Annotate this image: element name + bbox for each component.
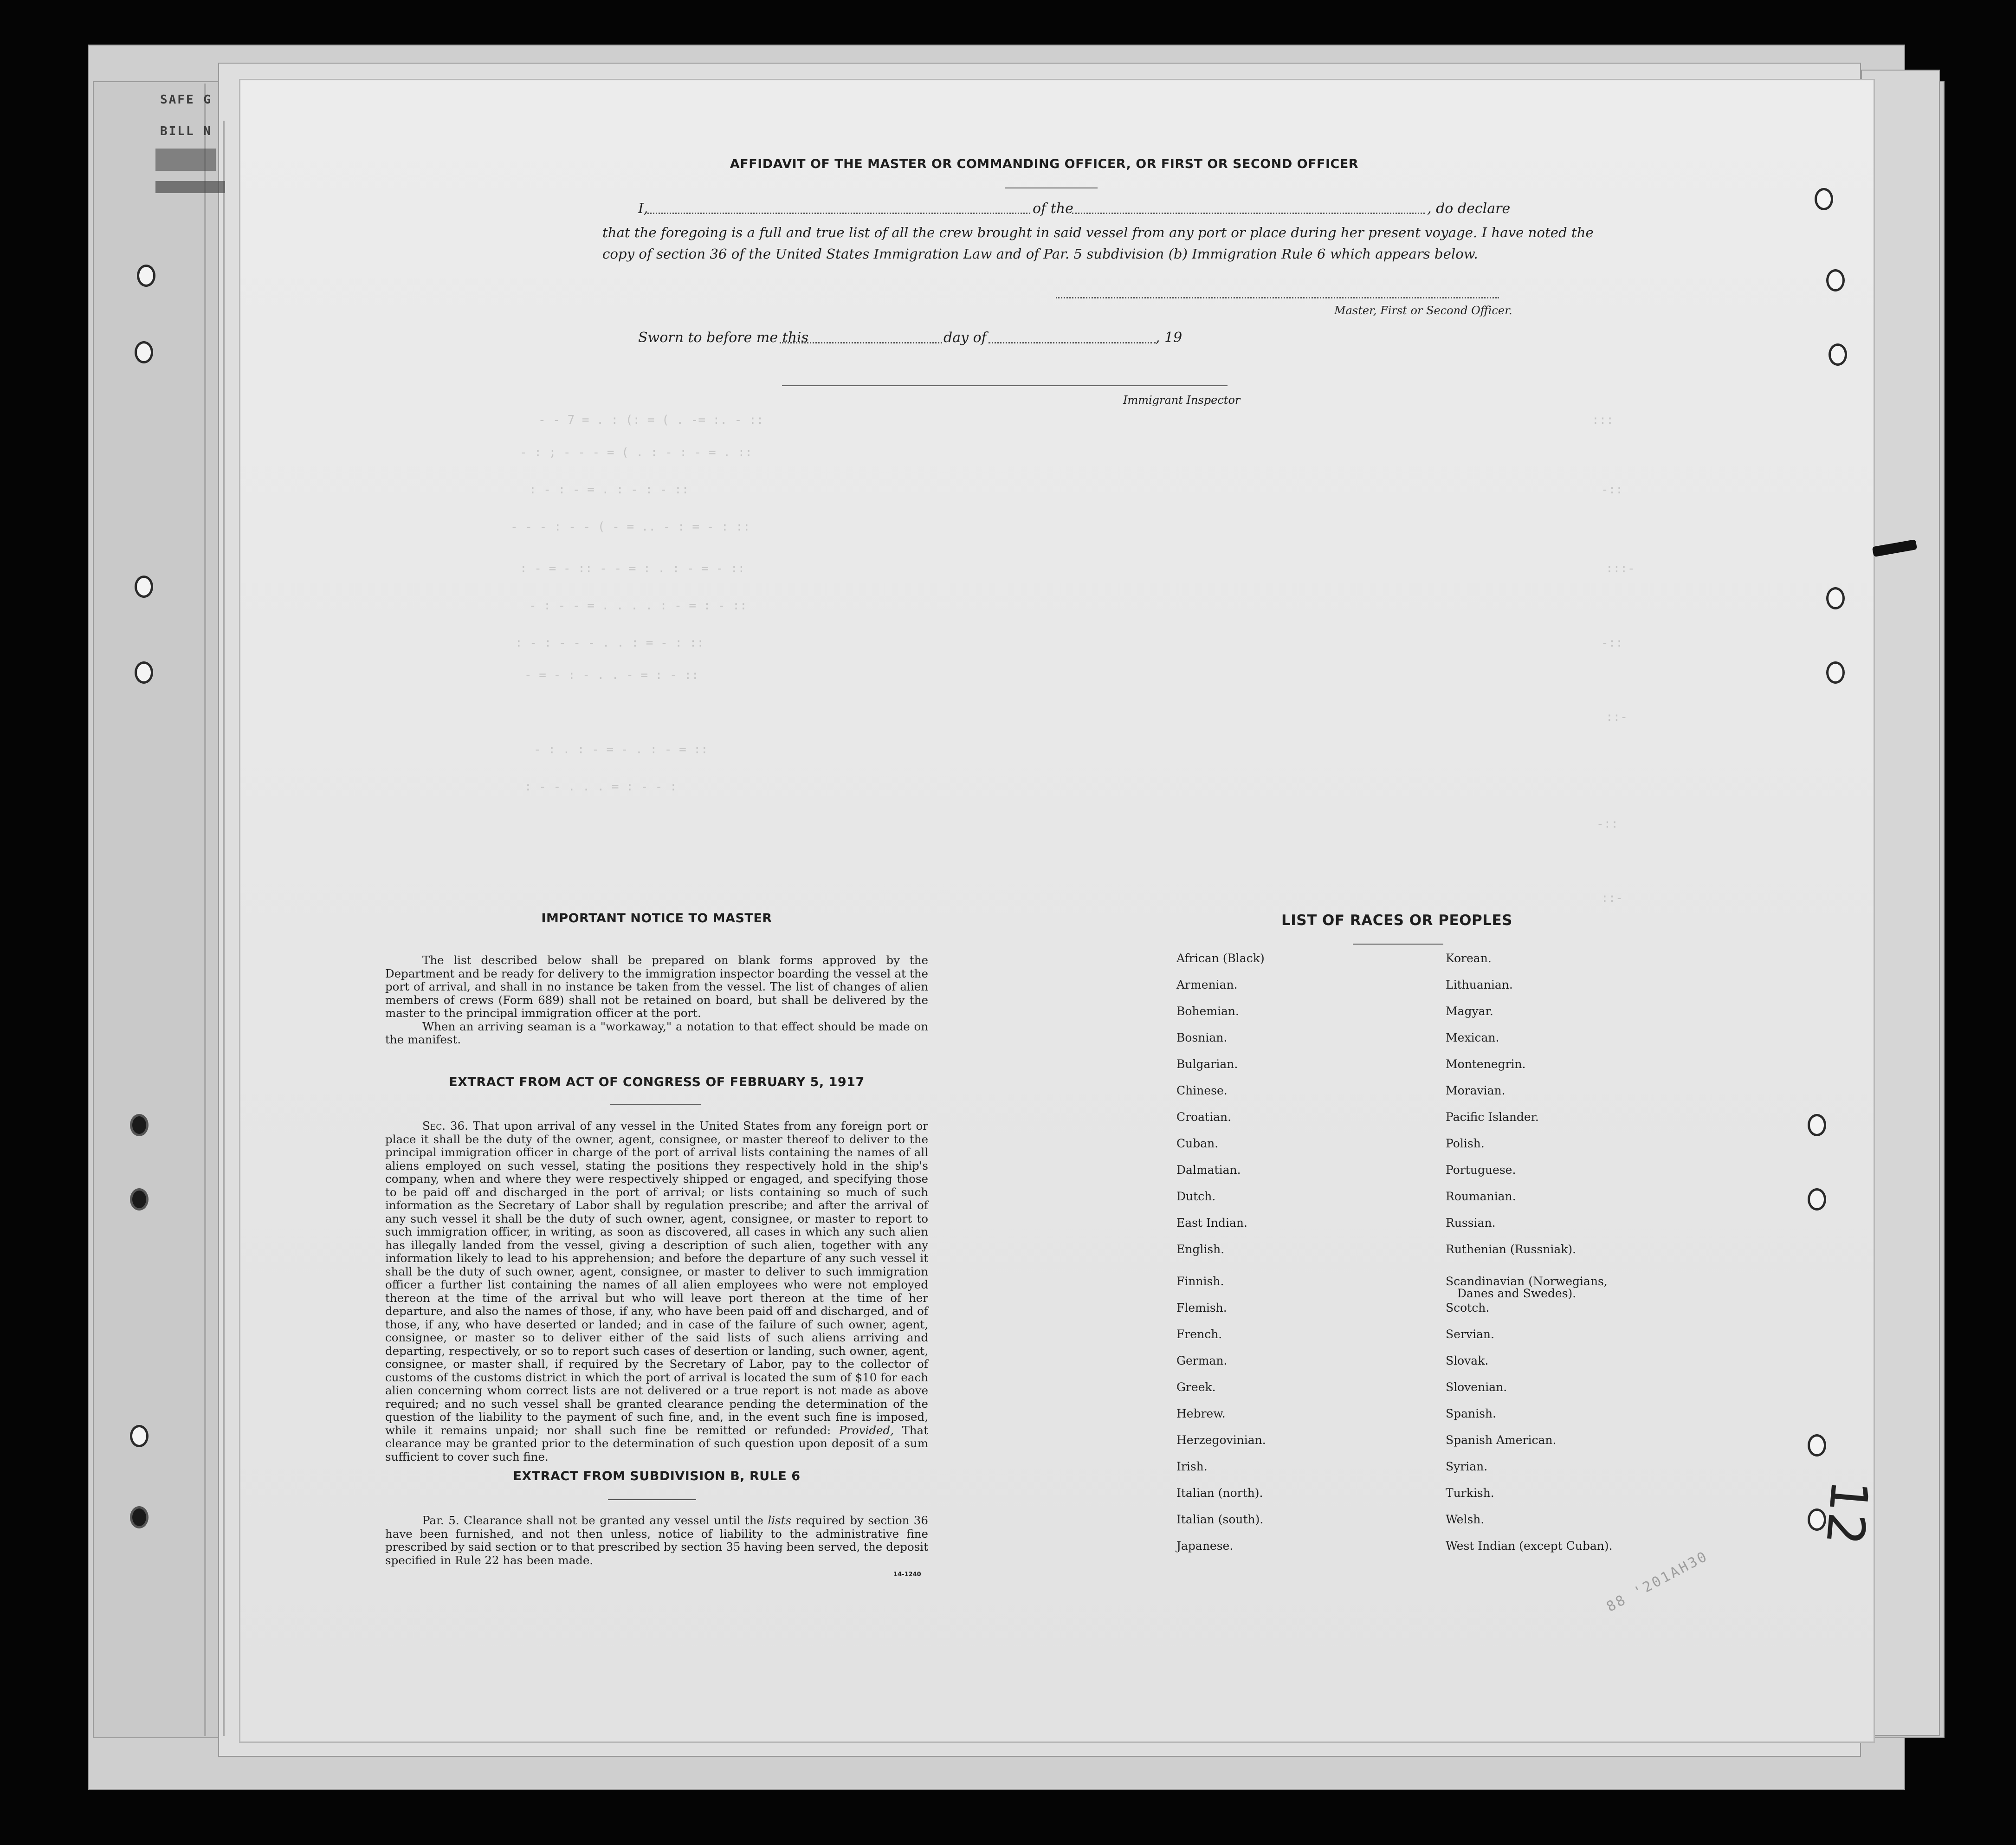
race-item: Herzegovinian. bbox=[1176, 1433, 1266, 1447]
bleed-through: - - 7 = . : (: = ( . -= :. - :: bbox=[538, 413, 764, 427]
race-item: Polish. bbox=[1446, 1137, 1485, 1150]
bleed-through: : - = - :: - - = : . : - = - :: bbox=[520, 562, 745, 576]
race-item: Korean. bbox=[1446, 952, 1492, 965]
bleed-through: ::: bbox=[1592, 413, 1614, 427]
race-item: Armenian. bbox=[1176, 978, 1238, 991]
punch-hole bbox=[130, 1188, 149, 1211]
bleed-through: -:: bbox=[1601, 636, 1623, 650]
extract-act-text bbox=[385, 1120, 928, 1463]
corner-stamp-line2: BILL N bbox=[160, 124, 212, 138]
race-item: Dalmatian. bbox=[1176, 1163, 1241, 1177]
bleed-through: -:: bbox=[1601, 483, 1623, 497]
race-item: Croatian. bbox=[1176, 1110, 1232, 1124]
affidavit-title: AFFIDAVIT OF THE MASTER OR COMMANDING OFFICER, OR FIRST OR SECOND OFFICER bbox=[730, 157, 1359, 171]
punch-hole bbox=[1808, 1188, 1826, 1211]
bleed-through: - : - - = . . . . : - = : - :: bbox=[529, 599, 747, 613]
bleed-through: ::- bbox=[1606, 710, 1628, 724]
section-label: Sec. 36. bbox=[422, 1119, 468, 1133]
bleed-through: - - - : - - ( - = .. - : = - : :: bbox=[510, 520, 750, 534]
race-item: Welsh. bbox=[1446, 1513, 1485, 1526]
rule-text-pre: Par. 5. Clearance shall not be granted any vessel until the bbox=[422, 1514, 763, 1527]
stamp-smudge bbox=[155, 181, 225, 193]
bleed-through: : - - . . . = : - - : bbox=[524, 780, 677, 794]
punch-hole bbox=[1826, 269, 1845, 291]
punch-hole bbox=[1829, 343, 1847, 366]
punch-hole bbox=[1808, 1114, 1826, 1136]
signer-caption: Master, First or Second Officer. bbox=[1334, 304, 1512, 317]
race-item: Italian (north). bbox=[1176, 1486, 1263, 1500]
punch-hole bbox=[130, 1506, 149, 1528]
section-36-text: That upon arrival of any vessel in the United States from any foreign port or place it shall be the duty of the owner, agent, consignee, or master thereof to deliver to the principal immigration officer in charge of the port of arrival lists containing the names of all aliens employed on such vessel, stating the positions they respectively hold in the ship's company, when and where they were respectively shipped or engaged, and specifying those to be paid off and discharged in the port of arrival; or lists containing so much of such information as the Secretary of Labor shall by regulation prescribe; and after the arrival of any such vessel it shall be the duty of such owner, agent, consignee, or master to report to such immigration officer, in writing, as soon as discovered, all cases in which any such alien has illegally landed from the vessel, giving a description of such alien, together with any information likely to lead to his apprehension; and before the departure of any such vessel it shall be the duty of such owner, agent, consignee, or master to deliver to such immigration officer a further list containing the names of all alien employees who were not employed thereon at the time of the arrival but who will leave port thereon at the time of her departure, and also the names of those, if any, who have been paid off and discharged, and of those, if any, who have deserted or landed; and in case of the failure of such owner, agent, consignee, or master so to deliver either of the said lists of such aliens arriving and departing, respectively, or so to report such cases of desertion or landing, such owner, agent, consignee, or master shall, if required by the Secretary of Labor, pay to the collector of customs of the customs district in which the port of arrival is located the sum of $10 for each alien concerning whom correct lists are not delivered or a true report is not made as above required; and no such vessel shall be granted clearance pending the determination of the question of the liability to the payment of such fine, and, in the event such fine is imposed, while it remains unpaid; nor shall such fine be remitted or refunded: bbox=[385, 1119, 928, 1437]
race-item: Syrian. bbox=[1446, 1460, 1488, 1473]
bleed-through: - = - : - . . - = : - :: bbox=[524, 668, 699, 682]
race-item: Portuguese. bbox=[1446, 1163, 1516, 1177]
bleed-through: ::- bbox=[1601, 891, 1623, 905]
races-title: LIST OF RACES OR PEOPLES bbox=[1281, 912, 1513, 929]
race-item: Finnish. bbox=[1176, 1275, 1224, 1288]
lists-term: lists bbox=[768, 1514, 792, 1527]
form-number: 14-1240 bbox=[893, 1571, 921, 1578]
race-item: Cuban. bbox=[1176, 1137, 1219, 1150]
inspector-caption: Immigrant Inspector bbox=[1123, 394, 1241, 407]
affidavit-of-the: of the bbox=[1033, 201, 1073, 217]
race-item: Russian. bbox=[1446, 1216, 1496, 1230]
punch-hole bbox=[1826, 661, 1845, 684]
affidavit-line2: that the foregoing is a full and true list of all the crew brought in said vessel from any port or place during her present voyage. I have noted the bbox=[602, 225, 1594, 240]
divider bbox=[610, 1104, 701, 1105]
race-item: Bulgarian. bbox=[1176, 1057, 1238, 1071]
affidavit-i: I, bbox=[638, 201, 648, 217]
bleed-through: - : ; - - - = ( . : - : - = . :: bbox=[520, 446, 752, 460]
sheet-edge bbox=[204, 84, 206, 1736]
bleed-through: : - : - = . : - : - :: bbox=[529, 483, 689, 497]
year-label: , 19 bbox=[1156, 330, 1182, 346]
race-item: Japanese. bbox=[1176, 1539, 1234, 1553]
provided-term: Provided, bbox=[839, 1423, 894, 1437]
affidavit-declare: , do declare bbox=[1427, 201, 1511, 217]
race-item: Ruthenian (Russniak). bbox=[1446, 1243, 1577, 1256]
month-field[interactable] bbox=[989, 342, 1156, 343]
punch-hole bbox=[135, 661, 153, 684]
section-36-tail: That clearance may be granted prior to the determination of such question upon deposit of a sum sufficient to cover such fine. bbox=[385, 1423, 928, 1463]
race-item: French. bbox=[1176, 1327, 1222, 1341]
side-stamp: 88 '201AH30 bbox=[1603, 1548, 1711, 1615]
race-item: Mexican. bbox=[1446, 1031, 1499, 1044]
punch-hole bbox=[137, 265, 155, 287]
race-item: West Indian (except Cuban). bbox=[1446, 1539, 1613, 1553]
sworn-label: Sworn to before me this bbox=[638, 330, 809, 346]
punch-hole bbox=[1826, 587, 1845, 609]
race-item: Slovenian. bbox=[1446, 1380, 1507, 1394]
race-item: Dutch. bbox=[1176, 1190, 1216, 1203]
race-item: Spanish American. bbox=[1446, 1433, 1557, 1447]
race-item: Italian (south). bbox=[1176, 1513, 1264, 1526]
race-item: Irish. bbox=[1176, 1460, 1208, 1473]
bleed-through: : - : - - - . . : = - : :: bbox=[515, 636, 704, 650]
race-item: Moravian. bbox=[1446, 1084, 1506, 1097]
bleed-through: - : . : - = - . : - = :: bbox=[534, 743, 708, 757]
race-item: Scotch. bbox=[1446, 1301, 1490, 1314]
race-item: African (Black) bbox=[1176, 952, 1265, 965]
extract-act-title: EXTRACT FROM ACT OF CONGRESS OF FEBRUARY 5, 1917 bbox=[449, 1075, 865, 1089]
race-item: Hebrew. bbox=[1176, 1407, 1226, 1420]
notice-paragraph: When an arriving seaman is a "workaway," a notation to that effect should be made on the manifest. bbox=[385, 1019, 928, 1046]
race-item: English. bbox=[1176, 1243, 1225, 1256]
punch-hole bbox=[130, 1425, 149, 1447]
punch-hole bbox=[1808, 1434, 1826, 1457]
stamp-smudge bbox=[155, 149, 216, 171]
name-field[interactable] bbox=[647, 213, 1030, 214]
race-item: Chinese. bbox=[1176, 1084, 1228, 1097]
bleed-through: -:: bbox=[1596, 817, 1618, 831]
race-item: Roumanian. bbox=[1446, 1190, 1516, 1203]
notice-paragraph: The list described below shall be prepared on blank forms approved by the Department and be ready for delivery to the immigration inspector boarding the vessel at the port of arrival, and shall in no instance be taken from the vessel. The list of changes of alien members of crews (Form 689) shall not be retained on board, but shall be delivered by the master to the principal immigration officer at the port. bbox=[385, 953, 928, 1020]
sheet-edge bbox=[223, 121, 225, 1736]
handwritten-page-number: 12 bbox=[1815, 1477, 1880, 1548]
race-item: Danes and Swedes). bbox=[1457, 1287, 1577, 1300]
race-item: Servian. bbox=[1446, 1327, 1494, 1341]
inspector-signature-line[interactable] bbox=[782, 385, 1228, 386]
extract-rule-text bbox=[385, 1514, 928, 1567]
race-item: Greek. bbox=[1176, 1380, 1216, 1394]
divider bbox=[608, 1499, 696, 1500]
punch-hole bbox=[135, 576, 153, 598]
race-item: Bohemian. bbox=[1176, 1004, 1239, 1018]
vessel-field[interactable] bbox=[1072, 213, 1425, 214]
divider bbox=[1353, 944, 1443, 945]
race-item: Slovak. bbox=[1446, 1354, 1489, 1367]
affidavit-line3: copy of section 36 of the United States Immigration Law and of Par. 5 subdivision (b) Immigration Rule 6 which appears below. bbox=[602, 246, 1478, 262]
notice-text bbox=[385, 954, 928, 1047]
race-item: Magyar. bbox=[1446, 1004, 1493, 1018]
signature-field[interactable] bbox=[1056, 297, 1499, 298]
race-item: Scandinavian (Norwegians, bbox=[1446, 1275, 1608, 1288]
extract-rule-title: EXTRACT FROM SUBDIVISION B, RULE 6 bbox=[513, 1469, 801, 1483]
bleed-through: :::- bbox=[1606, 562, 1635, 576]
race-item: German. bbox=[1176, 1354, 1228, 1367]
race-item: Montenegrin. bbox=[1446, 1057, 1526, 1071]
race-item: Lithuanian. bbox=[1446, 978, 1513, 991]
race-item: East Indian. bbox=[1176, 1216, 1247, 1230]
day-of-label: day of bbox=[943, 330, 987, 346]
punch-hole bbox=[135, 341, 153, 363]
race-item: Pacific Islander. bbox=[1446, 1110, 1539, 1124]
day-field[interactable] bbox=[780, 342, 942, 343]
notice-title: IMPORTANT NOTICE TO MASTER bbox=[541, 911, 772, 926]
race-item: Bosnian. bbox=[1176, 1031, 1228, 1044]
punch-hole bbox=[130, 1114, 149, 1136]
rule-text-post: required by section 36 have been furnished, and not then unless, notice of liability to the administrative fine prescribed by said section or to that prescribed by section 35 having been served, the deposit specified in Rule 22 has been made. bbox=[385, 1514, 928, 1567]
corner-stamp-line1: SAFE G bbox=[160, 93, 212, 107]
race-item: Flemish. bbox=[1176, 1301, 1227, 1314]
race-item: Turkish. bbox=[1446, 1486, 1494, 1500]
punch-hole bbox=[1815, 188, 1833, 210]
race-item: Spanish. bbox=[1446, 1407, 1497, 1420]
